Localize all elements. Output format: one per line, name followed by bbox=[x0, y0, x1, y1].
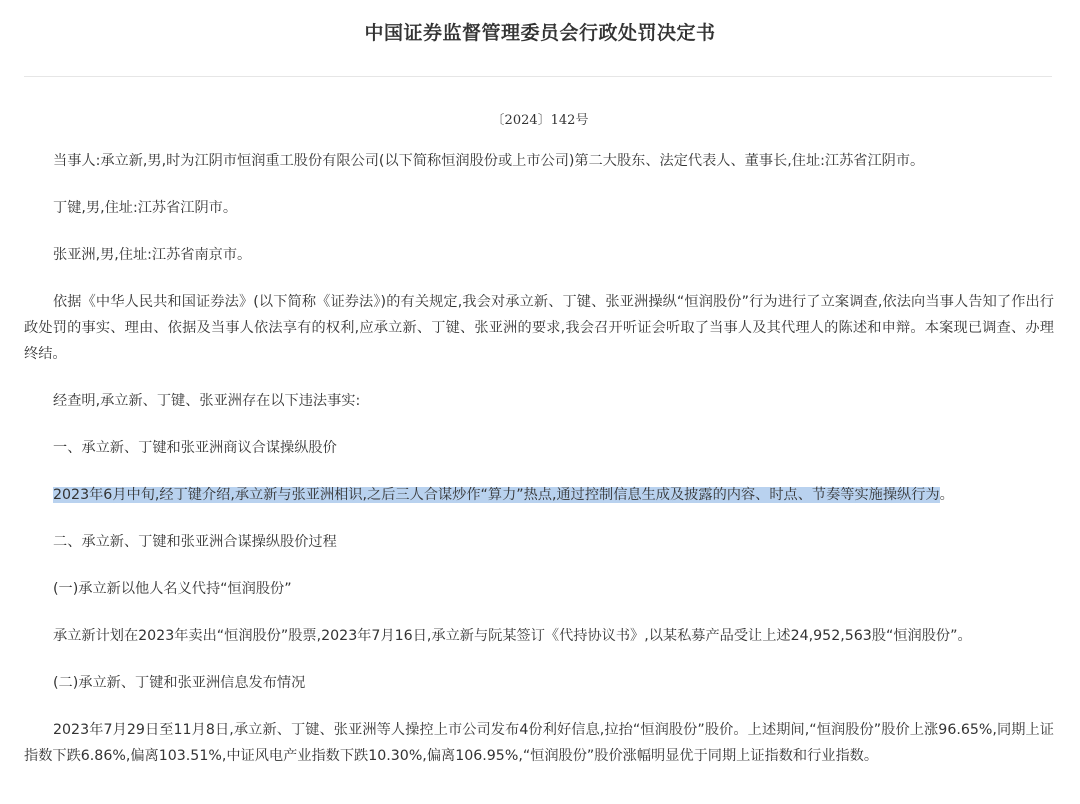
party-paragraph-ding: 丁键,男,住址:江苏省江阴市。 bbox=[53, 200, 238, 216]
findings-intro: 经查明,承立新、丁键、张亚洲存在以下违法事实: bbox=[53, 393, 361, 409]
selected-text[interactable]: 2023年6月中旬,经丁键介绍,承立新与张亚洲相识,之后三人合谋炒作“算力”热点,通过控制信息生成及披露的内容、时点、节奏等实施操纵行为 bbox=[53, 487, 940, 503]
title-divider bbox=[24, 76, 1052, 77]
subsection-heading-1: (一)承立新以他人名义代持“恒润股份” bbox=[53, 581, 292, 597]
paragraph-tail: 。 bbox=[939, 487, 954, 503]
price-movement-paragraph: 2023年7月29日至11月8日,承立新、丁键、张亚洲等人操控上市公司发布4份利好信息,拉抬“恒润股份”股价。上述期间,“恒润股份”股价上涨96.65%,同期上证指数下跌6.86%,偏离103.51%,中证风电产业指数下跌10.30%,偏离106.95%,“恒润股份”股价涨幅明显优于同期上证指数和行业指数。 bbox=[24, 722, 1054, 764]
party-paragraph-cheng: 当事人:承立新,男,时为江阴市恒润重工股份有限公司(以下简称恒润股份或上市公司)第二大股东、法定代表人、董事长,住址:江苏省江阴市。 bbox=[53, 153, 925, 169]
investigation-paragraph: 依据《中华人民共和国证券法》(以下简称《证券法》)的有关规定,我会对承立新、丁键、张亚洲操纵“恒润股份”行为进行了立案调查,依法向当事人告知了作出行政处罚的事实、理由、依据及当事人依法享有的权利,应承立新、丁键、张亚洲的要求,我会召开听证会听取了当事人及其代理人的陈述和申辩。本案现已调查、办理终结。 bbox=[24, 294, 1054, 362]
document-body bbox=[24, 148, 1054, 790]
highlighted-paragraph[interactable] bbox=[24, 482, 1054, 508]
party-paragraph-zhang: 张亚洲,男,住址:江苏省南京市。 bbox=[53, 247, 252, 263]
document-title: 中国证券监督管理委员会行政处罚决定书 bbox=[364, 22, 716, 44]
section-heading-1: 一、承立新、丁键和张亚洲商议合谋操纵股价 bbox=[53, 440, 337, 456]
subsection-heading-2: (二)承立新、丁键和张亚洲信息发布情况 bbox=[53, 675, 306, 691]
nominee-holding-paragraph: 承立新计划在2023年卖出“恒润股份”股票,2023年7月16日,承立新与阮某签订《代持协议书》,以某私募产品受让上述24,952,563股“恒润股份”。 bbox=[53, 628, 972, 644]
section-heading-2: 二、承立新、丁键和张亚洲合谋操纵股价过程 bbox=[53, 534, 337, 550]
document-number: 〔2024〕142号 bbox=[491, 113, 589, 128]
